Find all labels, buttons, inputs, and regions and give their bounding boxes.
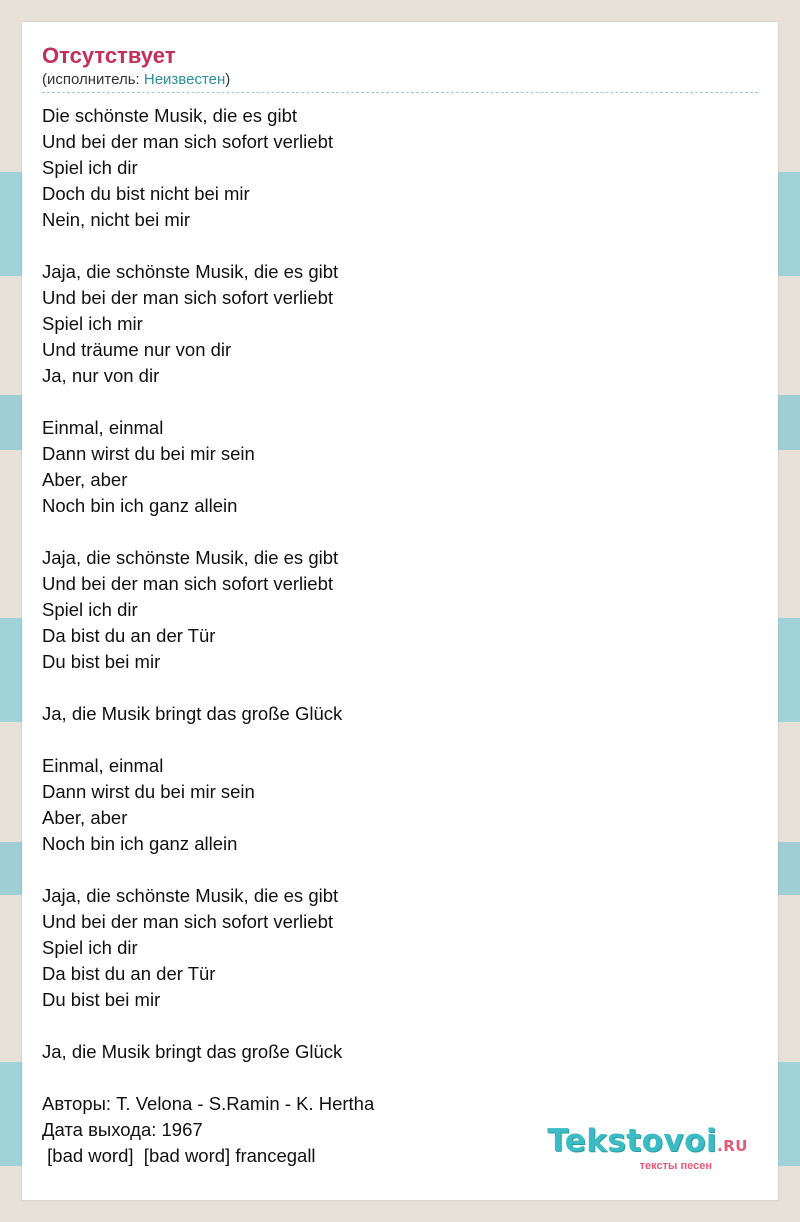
lyric-line: Dann wirst du bei mir sein [42,781,255,802]
lyric-line: Da bist du an der Tür [42,963,216,984]
lyric-line: Noch bin ich ganz allein [42,833,238,854]
lyric-line [42,727,758,753]
lyrics-text [42,103,758,1091]
lyric-line: Und bei der man sich sofort verliebt [42,573,333,594]
lyric-line: Da bist du an der Tür [42,625,216,646]
artist-line [42,70,758,93]
lyric-line: Und träume nur von dir [42,339,232,360]
lyric-line: Spiel ich dir [42,599,138,620]
lyric-line: Jaja, die schönste Musik, die es gibt [42,547,339,568]
lyric-line: Doch du bist nicht bei mir [42,183,250,204]
lyric-line: Und bei der man sich sofort verliebt [42,911,333,932]
lyric-line [42,1013,758,1039]
logo-tagline: тексты песен [639,1160,712,1172]
lyric-line [42,1065,758,1091]
authors-line: Авторы: T. Velona - S.Ramin - K. Hertha [42,1093,375,1114]
lyric-line: Ja, die Musik bringt das große Glück [42,1041,343,1062]
song-title: Отсутствует [42,43,176,68]
lyric-line: Und bei der man sich sofort verliebt [42,131,333,152]
lyric-line: Einmal, einmal [42,755,164,776]
lyric-line: Jaja, die schönste Musik, die es gibt [42,885,339,906]
lyric-line: Ja, die Musik bringt das große Glück [42,703,343,724]
artist-prefix: (исполнитель: [42,71,144,88]
tags-line: [bad word] [bad word] francegall [42,1145,316,1166]
lyric-line: Aber, aber [42,807,128,828]
lyric-line: Spiel ich mir [42,313,143,334]
lyric-line: Nein, nicht bei mir [42,209,191,230]
lyric-line [42,519,758,545]
lyric-line: Dann wirst du bei mir sein [42,443,255,464]
lyric-line [42,389,758,415]
site-logo[interactable] [547,1125,748,1172]
release-date-line: Дата выхода: 1967 [42,1119,203,1140]
lyric-line: Du bist bei mir [42,989,161,1010]
logo-tld: .RU [717,1137,748,1155]
lyric-line: Aber, aber [42,469,128,490]
logo-name: Tekstovoi [547,1123,718,1159]
lyric-line: Die schönste Musik, die es gibt [42,105,298,126]
lyric-line [42,675,758,701]
artist-link[interactable]: Неизвестен [143,71,226,88]
lyric-line: Einmal, einmal [42,417,164,438]
lyric-line: Spiel ich dir [42,157,138,178]
lyric-line [42,857,758,883]
lyrics-card [22,22,778,1200]
lyric-line: Jaja, die schönste Musik, die es gibt [42,261,339,282]
lyric-line: Noch bin ich ganz allein [42,495,238,516]
lyric-line: Und bei der man sich sofort verliebt [42,287,333,308]
lyric-line: Ja, nur von dir [42,365,160,386]
lyric-line [42,233,758,259]
lyric-line: Spiel ich dir [42,937,138,958]
artist-suffix: ) [225,71,231,88]
lyric-line: Du bist bei mir [42,651,161,672]
